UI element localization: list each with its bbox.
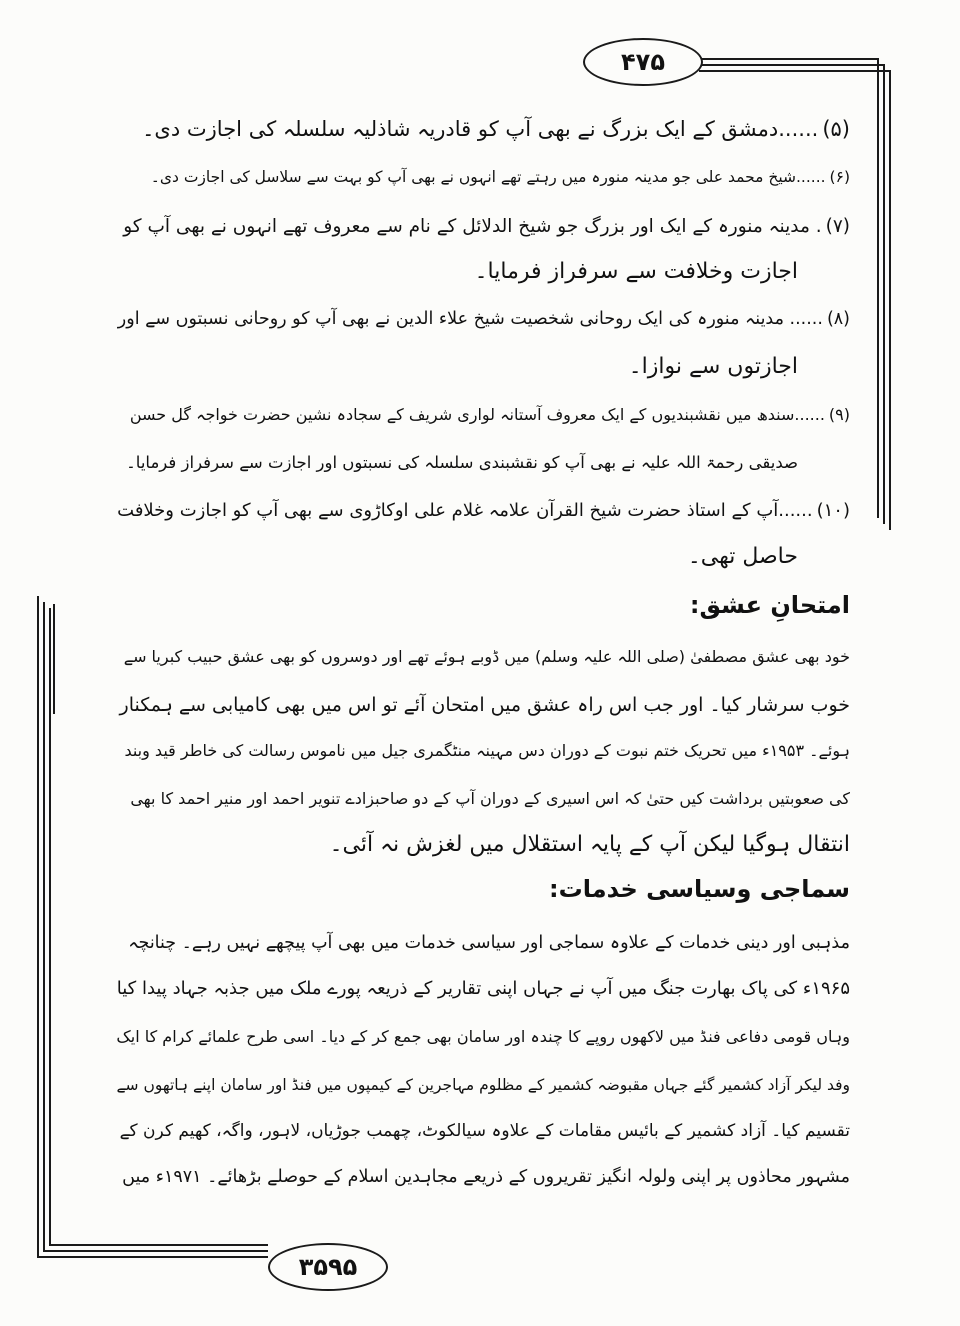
item-7-line-2: اجازت وخلافت سے سرفراز فرمایا۔ [474,259,798,284]
item-5-line-1: (۵)......دمشق کے ایک بزرگ نے بھی آپ کو قادریہ شاذلیہ سلسلہ کی اجازت دی۔ [142,117,850,141]
item-number: (۱۰) [816,500,850,521]
frame-bottom-line-3 [49,1244,268,1246]
item-9-line-1: (۹)......سندھ میں نقشبندیوں کے ایک معروف آستانہ لواری شریف کے سجادہ نشین حضرت خواجہ گل حسن [129,405,850,424]
section2-paragraph-line-5: تقسیم کیا۔ آزاد کشمیر کے بائیس مقامات کے علاوہ سیالکوٹ، چھمب جوڑیاں، لاہور، واگہ، کھیم کرن کے [119,1121,850,1141]
item-10-line-1: (۱۰)......آپ کے استاذ حضرت شیخ القرآن علامہ غلام علی اوکاڑوی سے بھی آپ کو اجازت وخلافت [117,500,850,521]
item-number: (۸) [826,309,850,329]
section-heading-imtihan-e-ishq: امتحانِ عشق: [689,591,850,619]
frame-left-upper [53,604,55,714]
section1-paragraph-line-2: خوب سرشار کیا۔ اور جب اس راہ عشق میں امتحان آئے تو اس میں بھی کامیابی سے ہمکنار [119,694,850,716]
item-10-line-2: حاصل تھی۔ [687,544,798,569]
item-8-line-2: اجازتوں سے نوازا۔ [628,354,798,379]
item-7-line-1: (۷). مدینہ منورہ کے ایک اور بزرگ جو شیخ الدلائل کے نام سے معروف تھے انہوں نے بھی آپ کو [123,216,850,237]
frame-left-line-1 [37,596,39,1256]
section2-paragraph-line-1: مذہبی اور دینی خدمات کے علاوہ سماجی اور سیاسی خدمات میں بھی آپ پیچھے نہیں رہے۔ چنانچہ [128,933,850,953]
frame-top-line-3 [699,70,891,72]
frame-top-line-2 [699,64,885,66]
section2-paragraph-line-3: وہاں قومی دفاعی فنڈ میں لاکھوں روپے کا چندہ اور سامان بھی جمع کر کے دیا۔ اسی طرح علمائے کرام کا ایک [116,1027,850,1046]
item-9-line-2: صدیقی رحمۃ اللہ علیہ نے بھی آپ کو نقشبندی سلسلہ کی نسبتوں اور اجازت سے سرفراز فرمایا۔ [126,453,798,472]
item-number: (۹) [828,405,850,424]
section-heading-samaji-siyasi-khidmat: سماجی وسیاسی خدمات: [549,875,850,903]
section2-paragraph-line-6: مشہور محاذوں پر اپنی ولولہ انگیز تقریروں کے ذریعے مجاہدین اسلام کے حوصلے بڑھائے۔ ۱۹۷۱ء میں [122,1167,850,1187]
item-number: (۶) [829,168,850,186]
frame-left-line-3 [49,608,51,1244]
item-number: (۷) [825,216,850,237]
frame-right-line-2 [883,64,885,524]
item-6-line-1: (۶)......شیخ محمد علی جو مدینہ منورہ میں رہتے تھے انہوں نے بھی آپ کو بہت سے سلاسل کی اجازت دی۔ [150,168,850,186]
section1-paragraph-line-1: خود بھی عشق مصطفیٰ (صلی اللہ علیہ وسلم) میں ڈوبے ہوئے تھے اور دوسروں کو بھی عشق حبیب کبریا سے [123,647,850,666]
frame-bottom-line-2 [43,1250,268,1252]
page-number-bottom: ۳۵۹۵ [268,1243,388,1291]
item-number: (۵) [822,117,850,141]
page-number-top: ۴۷۵ [583,38,703,86]
section1-paragraph-line-4: کی صعوبتیں برداشت کیں حتیٰ کہ اس اسیری کے دوران آپ کے دو صاحبزادے تنویر احمد اور منیر احمد کا بھی [130,789,850,808]
frame-right-line-3 [889,70,891,530]
section2-paragraph-line-4: وفد لیکر آزاد کشمیر گئے جہاں مقبوضہ کشمیر کے مظلوم مہاجرین کے کیمپوں میں فنڈ اور سامان اپنے ہاتھوں سے [116,1076,850,1094]
item-8-line-1: (۸)...... مدینہ منورہ کی ایک روحانی شخصیت شیخ علاء الدین نے بھی آپ کو روحانی نسبتوں سے اور [117,309,850,329]
frame-top-line-1 [699,58,879,60]
section1-paragraph-line-3: ہوئے۔ ۱۹۵۳ء میں تحریک ختم نبوت کے دوران دس مہینہ منٹگمری جیل میں ناموس رسالت کی خاطر قید وبند [124,741,850,760]
section1-paragraph-line-5: انتقال ہوگیا لیکن آپ کے پایہ استقلال میں لغزش نہ آئی۔ [329,832,850,857]
frame-right-line-1 [877,58,879,518]
section2-paragraph-line-2: ۱۹۶۵ء کی پاک بھارت جنگ میں آپ نے جہاں اپنی تقاریر کے ذریعہ پورے ملک میں جذبہ جہاد پیدا کیا [116,978,850,999]
frame-left-line-2 [43,602,45,1250]
frame-bottom-line-1 [37,1256,268,1258]
